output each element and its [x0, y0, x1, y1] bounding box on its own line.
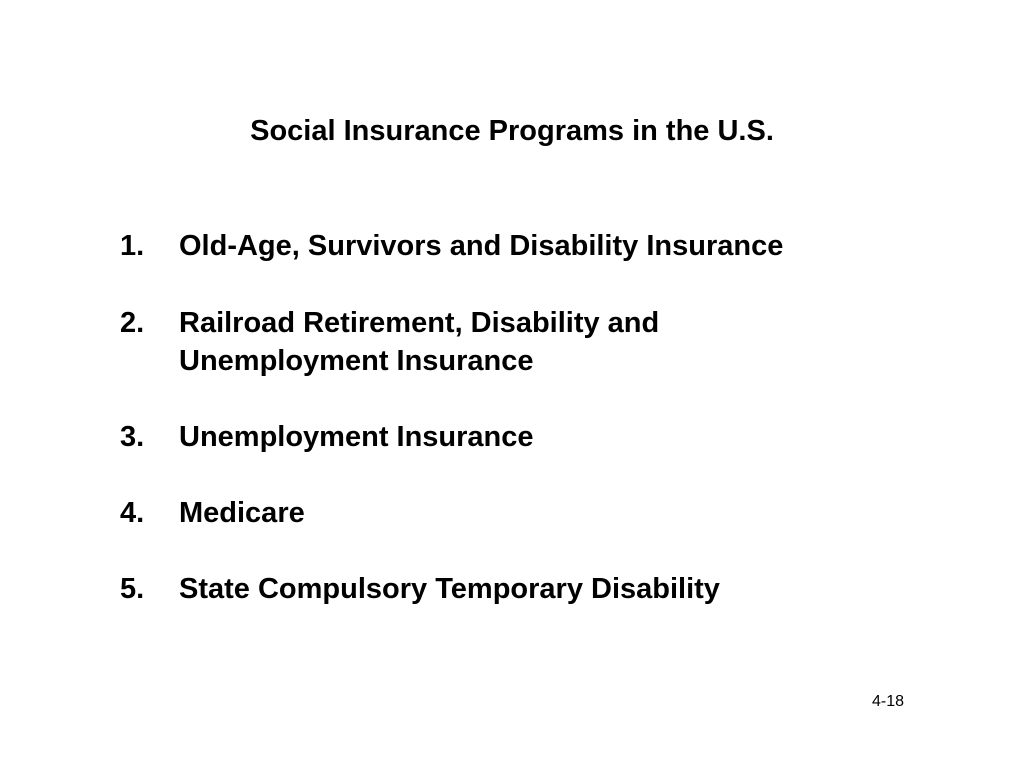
list-item-line: Medicare	[179, 497, 305, 529]
list-item-line: Unemployment Insurance	[179, 345, 534, 377]
page-number: 4-18	[872, 693, 905, 710]
list-item-text	[179, 227, 919, 265]
list-item-line: Old-Age, Survivors and Disability Insurance	[179, 230, 784, 262]
list-item-number: 2.	[120, 307, 145, 339]
slide-title: Social Insurance Programs in the U.S.	[250, 115, 774, 147]
list-item-line: Unemployment Insurance	[179, 421, 534, 453]
list-item-number: 4.	[120, 497, 145, 529]
list-item-number: 1.	[120, 230, 145, 262]
list-item-text	[179, 418, 919, 456]
list-item-number: 5.	[120, 573, 145, 605]
list-item-number: 3.	[120, 421, 145, 453]
list-item-text	[179, 304, 919, 380]
list-item-text	[179, 570, 919, 608]
list-item-text	[179, 494, 919, 532]
list-item-line: State Compulsory Temporary Disability	[179, 573, 720, 605]
list-item-line: Railroad Retirement, Disability and	[179, 307, 660, 339]
